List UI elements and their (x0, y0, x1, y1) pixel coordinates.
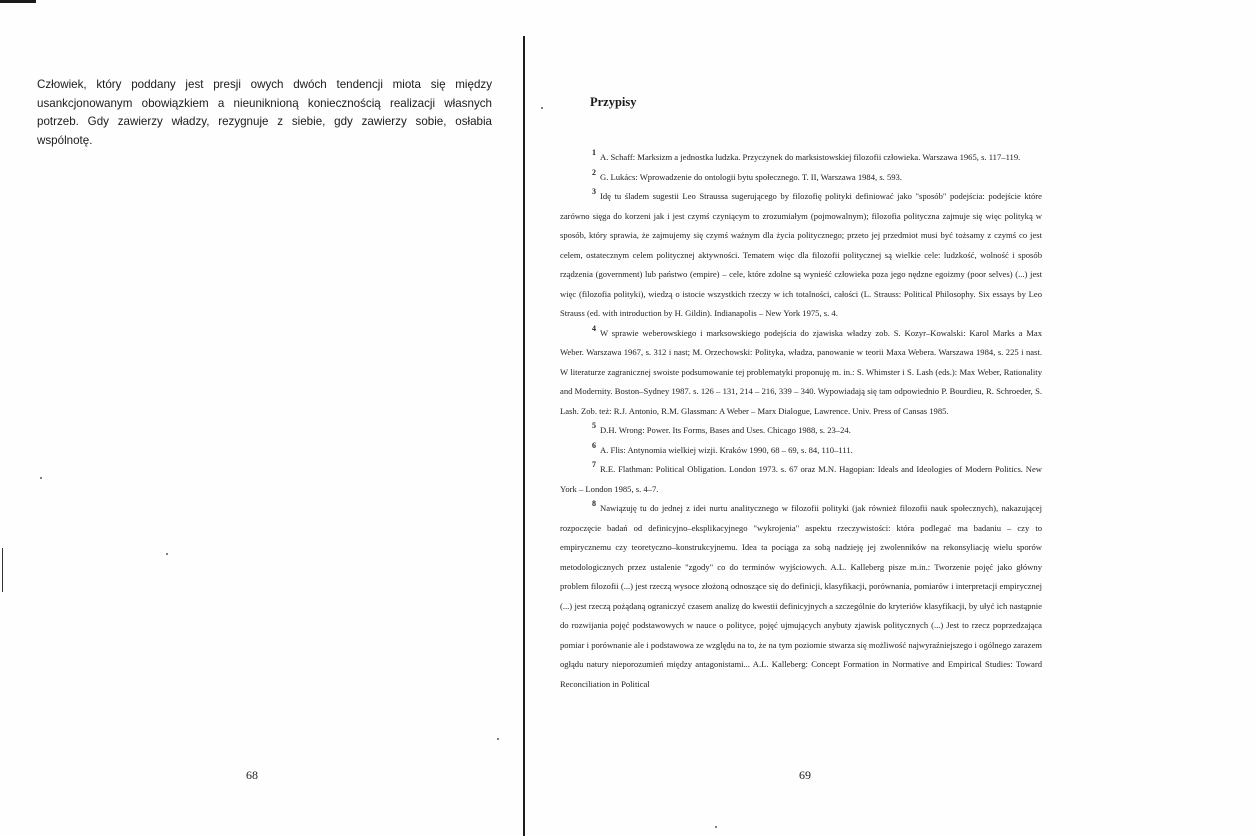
footnote-number: 4 (592, 323, 596, 333)
footnote-number: 6 (592, 440, 596, 450)
right-page (526, 0, 1255, 836)
left-page (0, 0, 522, 836)
footnote-number: 3 (592, 187, 596, 196)
footnote-text: A. Flis: Antynomia wielkiej wizji. Kraków 1990, 68 – 69, s. 84, 110–111. (600, 444, 853, 455)
footnotes-heading: Przypisy (590, 95, 637, 109)
footnote (560, 187, 1042, 324)
footnote-text: A. Schaff: Marksizm a jednostka ludzka. Przyczynek do marksistowskiej filozofii człowieka. Warszawa 1965, s. 117–119. (600, 152, 1021, 162)
footnote (560, 324, 1042, 422)
page-number: 69 (799, 768, 811, 782)
footnote-text: Idę tu śladem sugestii Leo Straussa sugerującego by filozofię polityki definiować jako "sposób" podejścia: podejście które zarówno sięga do korzeni jak i jest czymś czyniącym to zrozumiałym (pojmowalnym); filozofia polityczna zajmuje się więc polityką w sposób, który sprawia, że zajmujemy się czymś ważnym dla życia politycznego; przeto jej przedmiot musi być tożsamy z czymś co jest celem, ostatecznym celem politycznej aktywności. Tematem więc dla filozofii politycznej są wielkie cele: ludzkość, wolność i sposób rządzenia (government) lub państwo (empire) – cele, które zdolne są wynieść człowieka poza jego nędzne egoizmy (poor selves) (...) jest więc (filozofia polityki), wiedzą o istocie wszystkich rzeczy w ich totalności, całości (L. Strauss: Political Philosophy. Six essays by Leo Strauss (ed. with introduction by H. Gildin). Indianapolis – New York 1975, s. 4. (560, 191, 1042, 318)
page-number: 68 (246, 768, 258, 782)
page-gutter (523, 36, 525, 836)
footnote-number: 8 (592, 499, 596, 508)
body-paragraph: Człowiek, który poddany jest presji owych dwóch tendencji miota się między usankcjonowanym obowiązkiem a nieuniknioną koniecznością realizacji własnych potrzeb. Gdy zawierzy władzy, rezygnuje z siebie, gdy zawierzy sobie, osłabia wspólnotę. (37, 78, 492, 147)
footnote (560, 148, 1042, 168)
footnote-number: 1 (592, 148, 596, 157)
footnote-number: 5 (592, 421, 596, 430)
footnotes-list (560, 148, 1042, 694)
footnote-text: R.E. Flathman: Political Obligation. London 1973. s. 67 oraz M.N. Hagopian: Ideals and Ideologies of Modern Politics. New York – London 1985, s. 4–7. (560, 464, 1042, 494)
footnote (560, 460, 1042, 499)
footnote-text: W sprawie weberowskiego i marksowskiego podejścia do zjawiska władzy zob. S. Kozyr–Kowalski: Karol Marks a Max Weber. Warszawa 1967, s. 312 i nast; M. Orzechowski: Polityka, władza, panowanie w teorii Maxa Webera. Warszawa 1984, s. 225 i nast. W literaturze zagranicznej swoiste podsumowanie tej problematyki proponuję m. in.: S. Whimster i S. Lash (eds.): Max Weber, Rationality and Modernity. Boston–Sydney 1987. s. 126 – 131, 214 – 216, 339 – 340. Wypowiadają się tam odpowiednio P. Bourdieu, R. Schroeder, S. Lash. Zob. też: R.J. Antonio, R.M. Glassman: A Weber – Marx Dialogue, Lawrence. Univ. Press of Cansas 1985. (560, 327, 1042, 416)
footnote (560, 441, 1042, 461)
footnote (560, 421, 1042, 441)
footnote-text: Nawiązuję tu do jednej z idei nurtu analitycznego w filozofii polityki (jak również filozofii nauk społecznych), nakazującej rozpoczęcie badań od definicyjno–eksplikacyjnego "wykrojenia" aspektu rzeczywistości: która podlegać ma badaniu – czy to empirycznemu czy teoretyczno–konstrukcyjnemu. Idea ta pociąga za sobą nadzieję jej zwolenników na rekonsyliację wielu sporów metodologicznych przez ustalenie "zgody" co do terminów wyjściowych. A.L. Kalleberg pisze m.in.: Tworzenie pojęć jako główny problem filozofii (...) jest rzeczą wysoce złożoną odnoszące się do definicji, klasyfikacji, porównania, pomiarów i interpretacji empirycznej (...) jest rzeczą pożądaną ograniczyć czasem analizę do kwestii definicyjnych a szczególnie do kryteriów klasyfikacji, by ułyć ich nastąpnie do rozwijania pojęć podstawowych w nauce o polityce, pojęć ujmujących anybuty zjawisk politycznych (...) Jest to rzecz poprzedzająca pomiar i porównanie ale i podstawowa ze względu na to, że na tym poziomie stwarza się możliwość najwyraźniejszego i ogólnego zarazem ogłądu natury nieporozumień między antagonistami... A.L. Kalleberg: Concept Formation in Normative and Empirical Studies: Toward Reconciliation in Political (560, 503, 1042, 689)
footnote (560, 168, 1042, 188)
footnote-number: 7 (592, 460, 596, 469)
footnote-text: G. Lukács: Wprowadzenie do ontologii bytu społecznego. T. II, Warszawa 1984, s. 593. (600, 171, 903, 182)
footnote (560, 499, 1042, 694)
footnote-text: D.H. Wrong: Power. Its Forms, Bases and Uses. Chicago 1988, s. 23–24. (600, 425, 851, 435)
footnote-number: 2 (592, 167, 596, 177)
